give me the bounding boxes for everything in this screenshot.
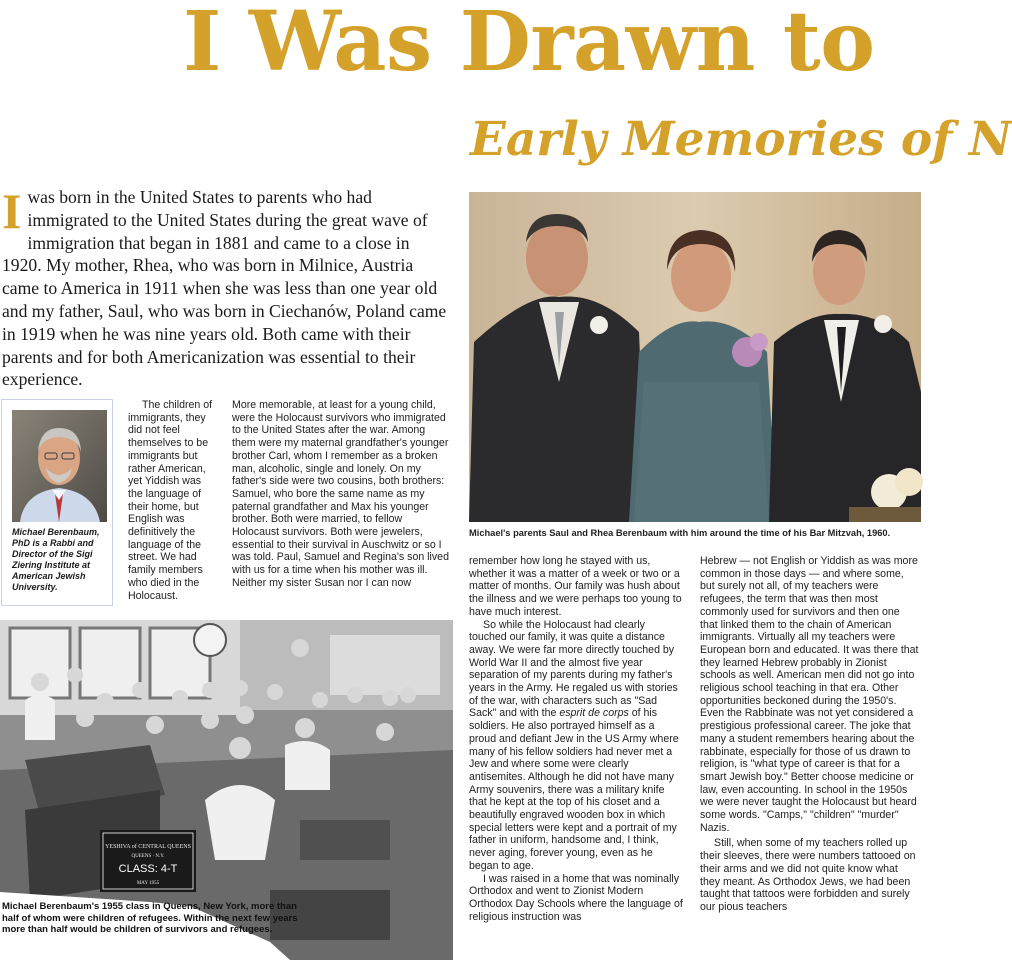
- body-column-4: [700, 555, 919, 914]
- lead-text: was born in the United States to parents who had immigrated to the United States during the great wave of immigration that began in 1881 and came to a close in 1920. My mother, Rhea, who was born in Milnice, Austria came to America in 1911 when she was less than one year old and my father, Saul, who was born in Ciechanów, Poland came in 1919 when he was nine years old. Both came with their parents and for both Americanization was essential to their experience.: [2, 187, 447, 390]
- body-column-3: [469, 555, 684, 923]
- column-1-text: The children of immigrants, they did not feel themselves to be immigrants but rather American, yet Yiddish was the language of their home, but English was definitively the language of the street. We had family members who died in the Holocaust.: [128, 399, 213, 602]
- drop-cap: I: [2, 183, 22, 239]
- author-caption: Michael Berenbaum, PhD is a Rabbi and Director of the Sigi Ziering Institute at American Jewish University.: [12, 527, 100, 592]
- column-4-paragraph-1: Hebrew — not English or Yiddish as was more common in those days — and where some, but surely not all, of my teachers were refugees, the term that was then most commonly used for survivors and then one that linked them to the chain of American immigrants. Virtually all my teachers were European born and educated. It was there that they learned Hebrew probably in Zionist schools as well. American men did not go into religious school teaching in that era. Other opportunities beckoned during the 1950's. Even the Rabbinate was not yet considered a prestigious professional career. The joke that many a student remembers hearing about the rabbinate, especially for those of us drawn to religion, is "what type of career is that for a smart Jewish boy." Better choose medicine or law, even accounting. In school in the 1950s we were never taught the Holocaust but heard some words. "Camps," "children" "murder" Nazis.: [700, 555, 919, 834]
- sign-school-name: YESHIVA of CENTRAL QUEENS: [105, 844, 191, 850]
- body-column-2: [232, 399, 450, 590]
- column-3-paragraph-3: I was raised in a home that was nominally Orthodox and went to Zionist Modern Orthodox Day Schools where the language of religious instruction was: [469, 872, 683, 923]
- class-photo-caption: Michael Berenbaum's 1955 class in Queens, New York, more than half of whom were children of refugees. Within the next few years more than half would be children of survivors and refugees.: [2, 901, 298, 935]
- lead-paragraph: [2, 183, 452, 391]
- italic-phrase: esprit de corps: [559, 707, 629, 720]
- column-3-paragraph-1: remember how long he stayed with us, whether it was a matter of a week or two or a matter of months. Our family was hush about the illness and we were perhaps too young to have much interest.: [469, 555, 682, 618]
- article-title: I Was Drawn to: [183, 0, 875, 90]
- sign-class: CLASS: 4-T: [118, 863, 178, 875]
- author-photo: [12, 410, 107, 522]
- column-3-paragraph-2-start: So while the Holocaust had clearly touched our family, it was quite a distance away. We were far more directly touched by World War II and the almost five year separation of my parents during my father's years in the Army. He regaled us with stories of the war, with characters such as "Sad Sack" and with the: [469, 618, 678, 720]
- column-4-paragraph-2: Still, when some of my teachers rolled up their sleeves, there were numbers tattooed on their arms and we did not quite know what they meant. As Orthodox Jews, we had been taught that tattoos were forbidden and surely our pious teachers: [700, 837, 916, 913]
- family-photo-caption: Michael's parents Saul and Rhea Berenbaum with him around the time of his Bar Mitzvah, 1960.: [469, 528, 891, 538]
- column-3-paragraph-2: [469, 619, 684, 873]
- article-subtitle: Early Memories of N: [470, 112, 1012, 167]
- column-2-text: More memorable, at least for a young child, were the Holocaust survivors who immigrated to the United States after the war. Among them were my maternal grandfather's younger brother Carl, whom I remember as a broken man, alcoholic, single and lonely. On my father's side were two cousins, both brothers: Samuel, who bore the same name as my paternal grandfather and Max his younger brother. Both were married, to fellow Holocaust survivors. Both were jewelers, essential to their survival in Auschwitz or so I was told. Paul, Samuel and Regina's son lived with us for a time when his mother was ill. Neither my sister Susan nor I can now: [232, 399, 449, 589]
- sign-date: MAY 1955: [136, 881, 160, 886]
- column-3-paragraph-2-end: of his soldiers. He also portrayed himself as a proud and defiant Jew in the US Army where many of his fellow soldiers had never met a Jew and where some were clearly antisemites. Although he did not have many Army souvenirs, there was a military knife that he kept at the top of his closet and a beautifully engraved wooden box in which special letters were kept and a portrait of my father in uniform, handsome and, I think, never aging, forever young, even as he began to age.: [469, 707, 679, 872]
- sign-location: QUEENS · N.Y.: [131, 854, 165, 859]
- family-photo: [469, 192, 921, 522]
- body-column-1: [128, 399, 218, 602]
